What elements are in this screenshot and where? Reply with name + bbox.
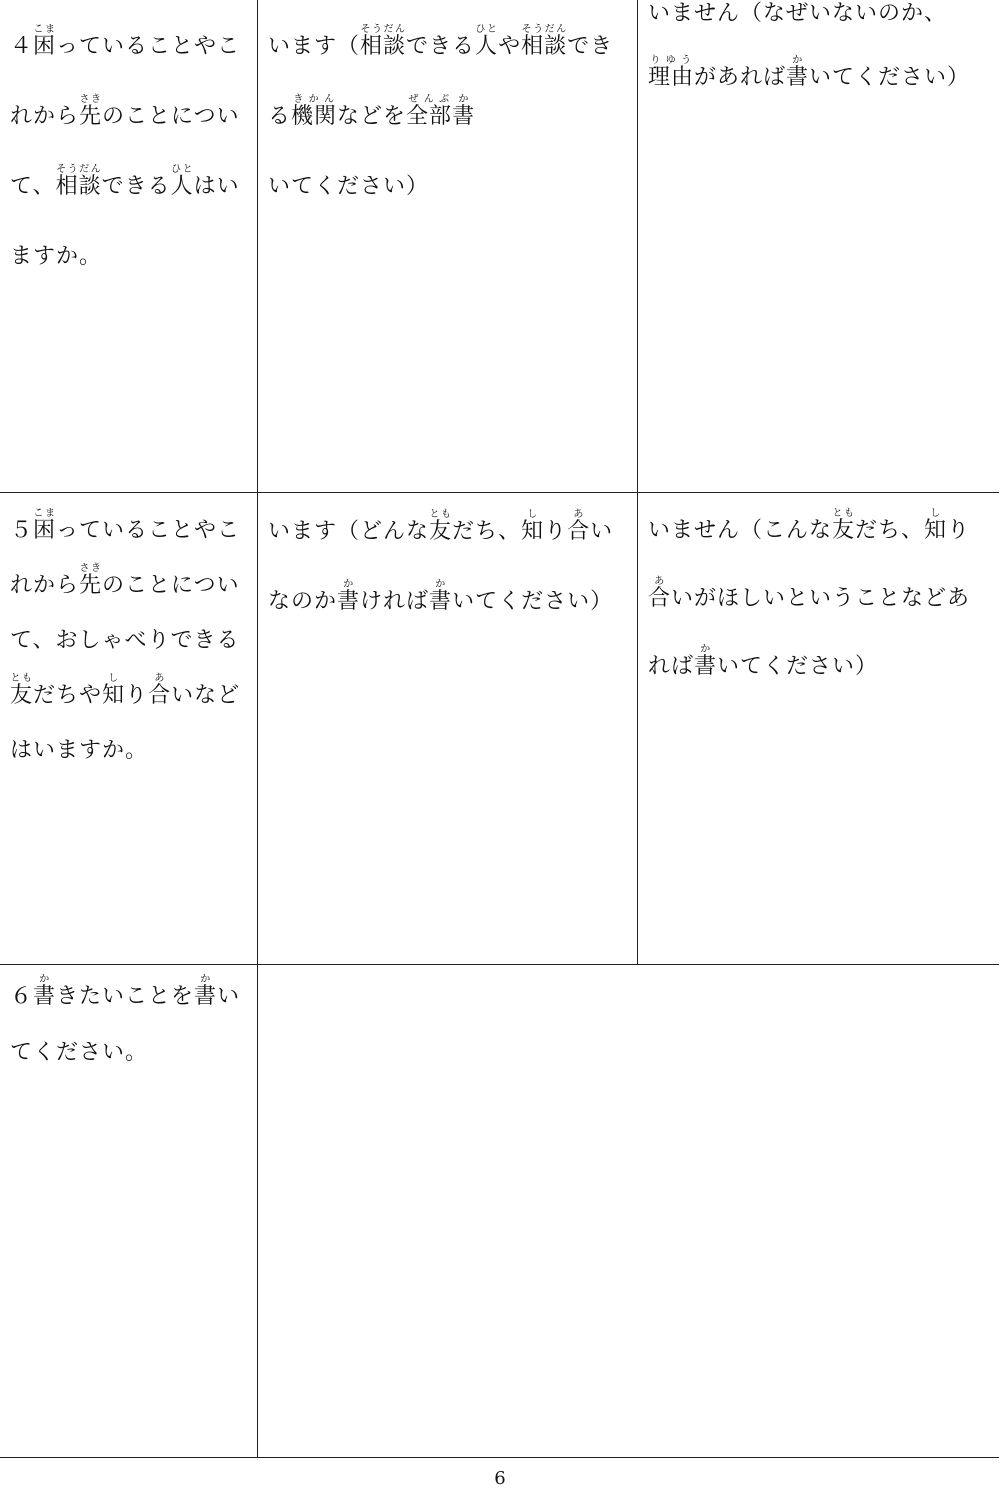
furigana-word: 書か	[33, 974, 57, 1009]
furigana-reading: そうだん	[55, 164, 102, 175]
furigana-word: 書か	[337, 579, 361, 614]
page-number: 6	[494, 1468, 506, 1489]
question-cell-4	[0, 0, 258, 493]
furigana-word: 相談そうだん	[55, 164, 102, 199]
furigana-reading: し	[924, 508, 948, 519]
furigana-reading: ひと	[170, 164, 194, 175]
answer-yes-cell-5[interactable]	[258, 493, 638, 965]
answer-no-label-4: いません（なぜいないのか、理由りゆうがあれば書かいてください）	[648, 1, 971, 90]
furigana-reading: こま	[33, 24, 57, 35]
question-cell-6	[0, 965, 258, 1458]
furigana-reading: あ	[148, 673, 172, 684]
furigana-reading: とも	[832, 508, 856, 519]
furigana-reading: さき	[79, 94, 103, 105]
furigana-word: 知し	[521, 509, 545, 544]
answer-yes-label-5: います（どんな友ともだち、知しり合あいなのか書かければ書かいてください）	[268, 509, 614, 614]
question-cell-5	[0, 493, 258, 965]
furigana-reading: か	[429, 579, 453, 590]
furigana-word: 書か	[452, 94, 476, 129]
furigana-word: 相談そうだん	[521, 24, 568, 59]
furigana-word: 理由りゆう	[648, 55, 695, 90]
furigana-reading: か	[694, 644, 718, 655]
furigana-word: 合あ	[148, 673, 172, 708]
question-row-5	[0, 493, 999, 965]
furigana-word: 全部ぜんぶ	[406, 94, 453, 129]
furigana-reading: ぜんぶ	[406, 94, 453, 105]
furigana-reading: ひと	[475, 24, 499, 35]
furigana-word: 機関きかん	[291, 94, 338, 129]
furigana-word: 友とも	[10, 673, 34, 708]
furigana-word: 合あ	[648, 576, 672, 611]
furigana-reading: とも	[10, 673, 34, 684]
furigana-word: 合あ	[567, 509, 591, 544]
furigana-reading: そうだん	[521, 24, 568, 35]
furigana-reading: こま	[33, 508, 57, 519]
furigana-word: 書か	[786, 55, 810, 90]
question-text-4: ４困こまっていることやこれから先さきのことについて、相談そうだんできる人ひとはいますか。	[10, 24, 241, 269]
furigana-word: 相談そうだん	[360, 24, 407, 59]
answer-no-cell-4[interactable]	[638, 0, 1000, 493]
furigana-word: 先さき	[79, 563, 103, 598]
free-answer-cell-6[interactable]	[258, 965, 1000, 1458]
furigana-word: 知し	[924, 508, 948, 543]
furigana-word: 書か	[194, 974, 218, 1009]
furigana-reading: りゆう	[648, 55, 694, 66]
furigana-word: 先さき	[79, 94, 103, 129]
question-row-4	[0, 0, 999, 493]
furigana-word: 書か	[429, 579, 453, 614]
furigana-reading: か	[786, 55, 810, 66]
furigana-word: 知し	[102, 673, 126, 708]
furigana-reading: し	[102, 673, 126, 684]
question-row-6	[0, 965, 999, 1458]
furigana-word: 人ひと	[475, 24, 499, 59]
furigana-word: 人ひと	[170, 164, 194, 199]
answer-no-cell-5[interactable]	[638, 493, 1000, 965]
furigana-word: 書か	[694, 644, 718, 679]
furigana-reading: きかん	[291, 94, 338, 105]
furigana-word: 困こま	[33, 508, 57, 543]
answer-yes-label-4: います（相談そうだんできる人ひとや相談そうだんできる機関きかんなどを全部ぜんぶ書かいてください）	[268, 24, 614, 199]
furigana-reading: とも	[429, 509, 453, 520]
furigana-reading: か	[33, 974, 57, 985]
furigana-reading: さき	[79, 563, 103, 574]
furigana-word: 困こま	[33, 24, 57, 59]
furigana-reading: か	[194, 974, 218, 985]
furigana-reading: か	[452, 94, 476, 105]
furigana-reading: か	[337, 579, 361, 590]
furigana-reading: そうだん	[360, 24, 407, 35]
answer-no-label-5: いません（こんな友ともだち、知しり合あいがほしいということなどあれば書かいてください）	[648, 508, 971, 679]
question-text-6: ６書かきたいことを書かいてください。	[10, 974, 241, 1065]
furigana-word: 友とも	[429, 509, 453, 544]
furigana-reading: し	[521, 509, 545, 520]
furigana-reading: あ	[567, 509, 591, 520]
furigana-word: 友とも	[832, 508, 856, 543]
furigana-reading: あ	[648, 576, 671, 587]
question-text-5: ５困こまっていることやこれから先さきのことについて、おしゃべりできる友ともだちや知しり合あいなどはいますか。	[10, 508, 241, 763]
answer-yes-cell-4[interactable]	[258, 0, 638, 493]
